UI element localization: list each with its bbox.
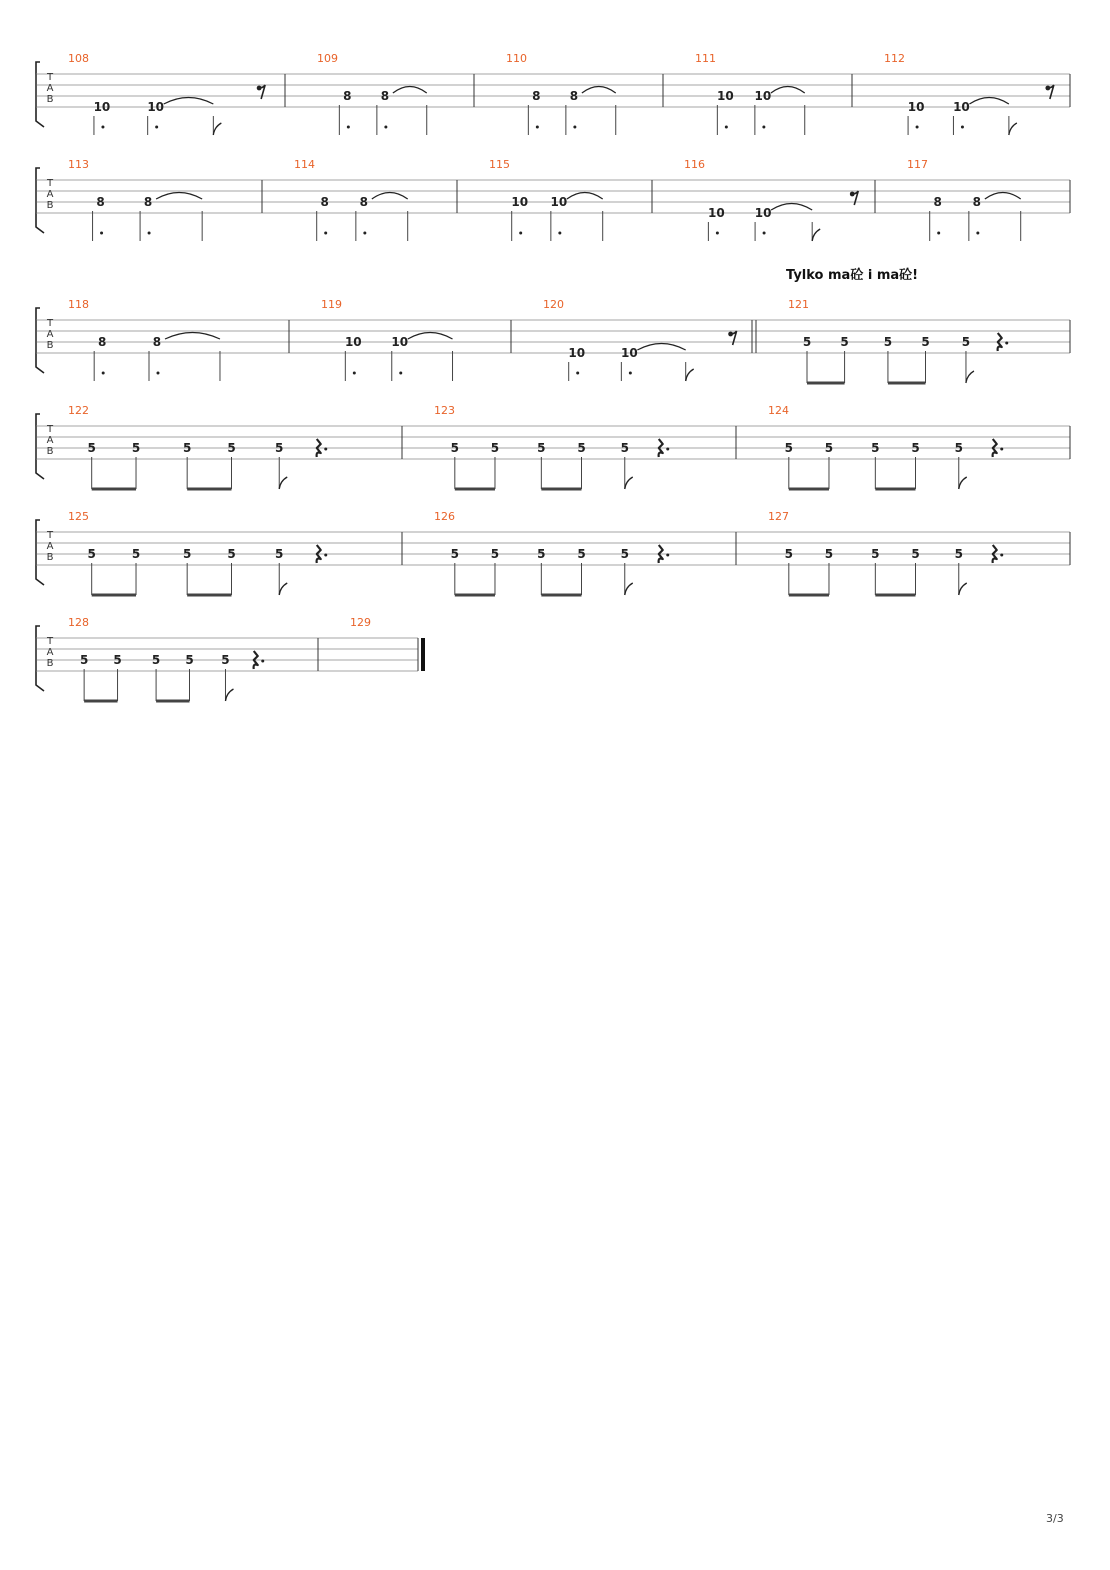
tab-clef-t: T xyxy=(46,72,54,83)
measure xyxy=(434,510,669,595)
measure xyxy=(350,616,423,671)
fret-number: 5 xyxy=(537,547,546,561)
fret-number: 5 xyxy=(113,653,122,667)
measure-number: 119 xyxy=(321,298,342,311)
lyric-annotation: Tylko ma砼 i ma砼! xyxy=(786,268,919,283)
measure-number: 124 xyxy=(768,404,789,417)
system-bracket xyxy=(36,414,44,479)
rest-dot xyxy=(1005,342,1008,345)
tab-clef-t: T xyxy=(46,424,54,435)
measure xyxy=(684,158,858,241)
dotted-note-dot xyxy=(558,232,561,235)
tab-clef-a: A xyxy=(46,647,54,658)
fret-number: 5 xyxy=(182,547,192,561)
system-bracket xyxy=(36,168,44,233)
fret-number: 10 xyxy=(907,100,925,114)
fret-number: 5 xyxy=(961,335,971,349)
dotted-note-dot xyxy=(576,372,579,375)
eighth-rest-stroke xyxy=(851,191,858,205)
dotted-note-dot xyxy=(155,126,158,129)
dotted-note-dot xyxy=(629,372,632,375)
rest-dot xyxy=(666,554,669,557)
fret-number: 5 xyxy=(182,441,192,455)
fret-number: 5 xyxy=(221,653,230,667)
tab-clef-a: A xyxy=(46,435,54,446)
fret-number: 5 xyxy=(871,547,880,561)
eighth-flag xyxy=(279,477,287,489)
tie xyxy=(164,98,214,105)
measure xyxy=(68,404,327,489)
dotted-note-dot xyxy=(716,232,719,235)
tie xyxy=(165,333,220,340)
rest-dot xyxy=(1000,448,1003,451)
tie xyxy=(393,87,427,94)
tab-clef-t: T xyxy=(46,178,54,189)
measure xyxy=(317,52,427,135)
measure-number: 112 xyxy=(884,52,905,65)
tab-clef-b: B xyxy=(46,94,54,105)
tie xyxy=(637,344,685,351)
measure-number: 110 xyxy=(506,52,527,65)
tab-system xyxy=(36,52,1070,135)
eighth-flag xyxy=(225,689,233,701)
fret-number: 5 xyxy=(620,441,629,455)
eighth-flag xyxy=(959,477,967,489)
dotted-note-dot xyxy=(399,372,402,375)
fret-number: 5 xyxy=(911,441,920,455)
dotted-note-dot xyxy=(384,126,387,129)
tab-clef xyxy=(46,72,54,105)
dotted-note-dot xyxy=(324,232,327,235)
tab-clef-b: B xyxy=(46,552,54,563)
measure-number: 129 xyxy=(350,616,371,629)
dotted-note-dot xyxy=(156,372,159,375)
dotted-note-dot xyxy=(363,232,366,235)
fret-number: 8 xyxy=(359,195,369,209)
eighth-flag xyxy=(812,229,820,241)
fret-number: 5 xyxy=(87,547,96,561)
measure xyxy=(68,510,327,595)
fret-number: 5 xyxy=(185,653,194,667)
fret-number: 10 xyxy=(568,346,586,360)
fret-number: 5 xyxy=(954,547,963,561)
fret-number: 5 xyxy=(275,547,284,561)
dotted-note-dot xyxy=(353,372,356,375)
tie xyxy=(969,98,1008,105)
eighth-flag xyxy=(625,477,633,489)
fret-number: 5 xyxy=(883,335,893,349)
tab-clef xyxy=(46,530,54,563)
tab-clef xyxy=(46,424,54,457)
dotted-note-dot xyxy=(101,126,104,129)
tie xyxy=(567,193,603,200)
measure xyxy=(907,158,1021,241)
fret-number: 10 xyxy=(716,89,734,103)
fret-number: 8 xyxy=(972,195,982,209)
dotted-note-dot xyxy=(937,232,940,235)
eighth-flag xyxy=(279,583,287,595)
fret-number: 5 xyxy=(921,335,930,349)
fret-number: 5 xyxy=(227,441,236,455)
measure-number: 116 xyxy=(684,158,705,171)
tab-clef-t: T xyxy=(46,318,54,329)
measure-number: 113 xyxy=(68,158,89,171)
fret-number: 10 xyxy=(344,335,362,349)
fret-number: 10 xyxy=(708,206,725,220)
fret-number: 8 xyxy=(933,195,942,209)
measure-number: 118 xyxy=(68,298,89,311)
tab-clef-t: T xyxy=(46,530,54,541)
fret-number: 8 xyxy=(143,195,153,209)
fret-number: 10 xyxy=(147,100,165,114)
dotted-note-dot xyxy=(100,232,103,235)
fret-number: 5 xyxy=(911,547,920,561)
fret-number: 8 xyxy=(532,89,541,103)
fret-number: 5 xyxy=(151,653,161,667)
tab-clef-a: A xyxy=(46,329,54,340)
fret-number: 5 xyxy=(784,441,793,455)
fret-number: 5 xyxy=(802,335,812,349)
fret-number: 5 xyxy=(871,441,880,455)
tab-clef-t: T xyxy=(46,636,54,647)
measure xyxy=(68,52,265,135)
fret-number: 5 xyxy=(450,547,459,561)
tab-system xyxy=(36,158,1070,241)
eighth-flag xyxy=(1009,123,1017,135)
tab-clef-b: B xyxy=(46,658,54,669)
measure-number: 122 xyxy=(68,404,89,417)
measure xyxy=(788,298,1008,383)
measure-number: 115 xyxy=(489,158,510,171)
measure xyxy=(321,298,453,381)
tab-clef-b: B xyxy=(46,200,54,211)
measure-number: 111 xyxy=(695,52,716,65)
fret-number: 10 xyxy=(511,195,529,209)
tie xyxy=(771,87,805,94)
fret-number: 5 xyxy=(840,335,849,349)
measure-number: 120 xyxy=(543,298,564,311)
dotted-note-dot xyxy=(148,232,151,235)
tab-clef-b: B xyxy=(46,446,54,457)
tab-system xyxy=(36,616,423,701)
tab-clef xyxy=(46,636,54,669)
tab-clef-a: A xyxy=(46,541,54,552)
rest-dot xyxy=(324,554,327,557)
dotted-note-dot xyxy=(536,126,539,129)
fret-number: 5 xyxy=(784,547,793,561)
fret-number: 5 xyxy=(131,547,141,561)
eighth-flag xyxy=(625,583,633,595)
fret-number: 8 xyxy=(98,335,107,349)
tie xyxy=(582,87,616,94)
measure xyxy=(68,616,264,701)
measure xyxy=(489,158,603,241)
eighth-flag xyxy=(966,371,974,383)
measure-number: 125 xyxy=(68,510,89,523)
system-bracket xyxy=(36,308,44,373)
eighth-flag xyxy=(213,123,221,135)
fret-number: 10 xyxy=(620,346,638,360)
measure-number: 117 xyxy=(907,158,928,171)
tab-clef xyxy=(46,318,54,351)
measure xyxy=(768,510,1003,595)
fret-number: 5 xyxy=(824,441,834,455)
fret-number: 5 xyxy=(275,441,284,455)
measure xyxy=(768,404,1003,489)
dotted-note-dot xyxy=(916,126,919,129)
dotted-note-dot xyxy=(102,372,105,375)
dotted-note-dot xyxy=(976,232,979,235)
fret-number: 8 xyxy=(96,195,105,209)
fret-number: 5 xyxy=(537,441,546,455)
fret-number: 10 xyxy=(754,89,772,103)
fret-number: 5 xyxy=(87,441,96,455)
fret-number: 5 xyxy=(577,441,586,455)
fret-number: 5 xyxy=(450,441,459,455)
fret-number: 5 xyxy=(131,441,141,455)
fret-number: 8 xyxy=(380,89,390,103)
fret-number: 5 xyxy=(954,441,963,455)
eighth-rest-stroke xyxy=(730,331,737,345)
dotted-note-dot xyxy=(347,126,350,129)
measure-number: 121 xyxy=(788,298,809,311)
tie xyxy=(771,204,812,211)
tab-clef-a: A xyxy=(46,189,54,200)
fret-number: 5 xyxy=(227,547,236,561)
dotted-note-dot xyxy=(961,126,964,129)
rest-dot xyxy=(261,660,264,663)
measure-number: 108 xyxy=(68,52,89,65)
tie xyxy=(156,193,202,200)
fret-number: 5 xyxy=(824,547,834,561)
system-bracket xyxy=(36,626,44,691)
tab-clef-b: B xyxy=(46,340,54,351)
fret-number: 10 xyxy=(391,335,409,349)
fret-number: 5 xyxy=(490,547,500,561)
system-bracket xyxy=(36,520,44,585)
fret-number: 8 xyxy=(569,89,579,103)
tie xyxy=(408,333,453,340)
dotted-note-dot xyxy=(763,232,766,235)
tab-clef-a: A xyxy=(46,83,54,94)
measure xyxy=(884,52,1054,135)
rest-dot xyxy=(1000,554,1003,557)
fret-number: 10 xyxy=(754,206,772,220)
eighth-rest-stroke xyxy=(1047,85,1054,99)
dotted-note-dot xyxy=(725,126,728,129)
measure-number: 109 xyxy=(317,52,338,65)
rest-dot xyxy=(666,448,669,451)
tab-system xyxy=(36,298,1070,383)
eighth-rest-stroke xyxy=(258,85,265,99)
fret-number: 10 xyxy=(953,100,970,114)
dotted-note-dot xyxy=(573,126,576,129)
measure-number: 114 xyxy=(294,158,315,171)
measure xyxy=(434,404,669,489)
rest-dot xyxy=(324,448,327,451)
fret-number: 5 xyxy=(79,653,89,667)
measure xyxy=(506,52,616,135)
tab-clef xyxy=(46,178,54,211)
tie xyxy=(985,193,1021,200)
measure xyxy=(68,298,220,381)
fret-number: 8 xyxy=(343,89,352,103)
measure xyxy=(294,158,408,241)
tab-system xyxy=(36,510,1070,595)
measure-number: 127 xyxy=(768,510,789,523)
measure xyxy=(695,52,805,135)
tie xyxy=(372,193,408,200)
fret-number: 10 xyxy=(93,100,111,114)
fret-number: 5 xyxy=(577,547,586,561)
fret-number: 5 xyxy=(490,441,500,455)
tab-system xyxy=(36,404,1070,489)
measure xyxy=(68,158,202,241)
fret-number: 8 xyxy=(152,335,162,349)
measure xyxy=(543,298,752,381)
eighth-flag xyxy=(686,369,694,381)
measure-number: 128 xyxy=(68,616,89,629)
measure-number: 123 xyxy=(434,404,455,417)
dotted-note-dot xyxy=(762,126,765,129)
fret-number: 10 xyxy=(550,195,568,209)
dotted-note-dot xyxy=(519,232,522,235)
fret-number: 8 xyxy=(320,195,329,209)
page-number: 3/3 xyxy=(1046,1512,1064,1525)
fret-number: 5 xyxy=(620,547,629,561)
system-bracket xyxy=(36,62,44,127)
measure-number: 126 xyxy=(434,510,455,523)
eighth-flag xyxy=(959,583,967,595)
